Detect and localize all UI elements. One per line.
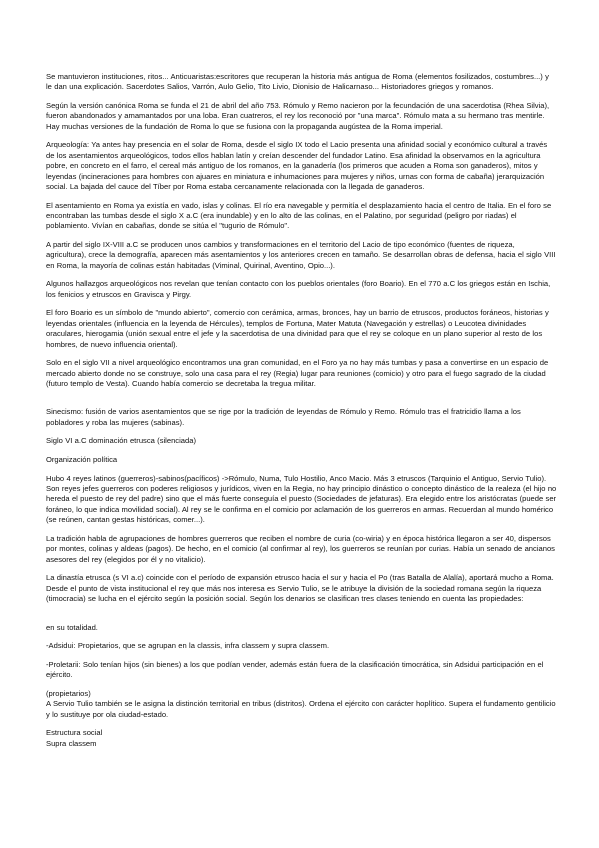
paragraph-en-su-totalidad: en su totalidad. <box>46 622 98 632</box>
heading-dominacion-etrusca: Siglo VI a.C dominación etrusca (silenciada) <box>46 436 196 446</box>
paragraph-propietarios: (propietarios) <box>46 688 91 698</box>
document-body <box>46 72 557 749</box>
paragraph-arqueologia: Arqueología: Ya antes hay presencia en el solar de Roma, desde el siglo IX todo el Lacio presenta una afinidad social y económico cultural a través de los asentamientos arqueológicos, todos ellos hablan latín y creían descender del fundador Latino. Esa afinidad la observamos en la agricultura pobre, en concreto en el farro, el cereal más antiguo de los romanos, en la ganadería (los primeros que acuden a Roma son ganaderos), mitos y leyendas (incineraciones para hombres con ajuares en miniatura e inhumaciones para mujeres y niños, urnas con forma de cabaña) jerarquización social. La bajada del cauce del Tíber por Roma estaba cercanamente relacionada con la llegada de ganaderos. <box>46 140 548 192</box>
paragraph-dinastia-etrusca: La dinastía etrusca (s VI a.c) coincide con el período de expansión etrusco hacia el sur y hacia el Po (tras Batalla de Alalía), aportará mucho a Roma. Desde el punto de vista institucional el rey que más nos interesa es Servio Tulio, se le atribuye la división de la sociedad romana según la riqueza (timocracia) se lucha en el ejército según la posición social. Según los denarios se clasifican tres clases teniendo en cuenta las propiedades: <box>46 573 554 604</box>
paragraph-anticuaristas: Se mantuvieron instituciones, ritos... Anticuaristas:escritores que recuperan la historia más antigua de Roma (elementos fosilizados, costumbres...) y le dan una explicación. Sacerdotes Salios, Varrón, Aulo Gelio, Tito Livio, Dionisio de Halicarnaso... Historiadores griegos y romanos. <box>46 72 549 92</box>
paragraph-cambios: A partir del siglo IX-VIII a.C se producen unos cambios y transformaciones en el territorio del Lacio de tipo económico (fuentes de riqueza, agricultura), crece la demografía, aparecen más asentamientos y los anteriores crecen en tamaño. Se desarrollan obras de defensa, hacia el siglo VIII en Roma, la mayoría de colinas están habitadas (Viminal, Quirinal, Aventino, Opio...). <box>46 240 556 270</box>
paragraph-siglo-vii: Solo en el siglo VII a nivel arqueológico encontramos una gran comunidad, en el Foro ya no hay más tumbas y pasa a convertirse en un espacio de mercado abierto donde no se construye, solo una casa para el rey (Regia) lugar para reuniones (comicio) y otro para el fuego sagrado de la ciudad (futuro templo de Vesta). Cuando había comercio se decretaba la tregua militar. <box>46 358 549 389</box>
paragraph-reyes: Hubo 4 reyes latinos (guerreros)-sabinos(pacíficos) ->Rómulo, Numa, Tulo Hostilio, Anco Macio. Más 3 etruscos (Tarquinio el Antiguo, Servio Tulio). Son reyes jefes guerreros con poderes religiosos y jurídicos, viven en la Regia, no hay principio dinástico o concepto dinástico de la realeza (el hijo no hereda el puesto de rey del padre) sino que el más fuerte conseguía el puesto (Sociedades de jefaturas). Era elegido entre los aristócratas (puede ser foráneo, lo que indica movilidad social). Al rey se le confirma en el comicio por aclamación de los guerreros en armas. Recuerdan al mundo homérico (se reúnen, cantan gestas históricas, comer...). <box>46 473 557 525</box>
paragraph-adsidui: -Adsidui: Propietarios, que se agrupan en la classis, infra classem y supra classem. <box>46 641 330 651</box>
paragraph-fundacion: Según la versión canónica Roma se funda el 21 de abril del año 753. Rómulo y Remo nacieron por la fecundación de una sacerdotisa (Rhea Silvia), fueron abandonados y amamantados por una loba. Eran cuatreros, el rey los reconoció por "una marca". Rómulo mata a su hermano tras mentirle. Hay muchas versiones de la fundación de Roma lo que se fusiona con la propaganda augústea de la Roma imperial. <box>46 101 550 131</box>
paragraph-proletarii: -Proletarii: Solo tenían hijos (sin bienes) a los que podían vender, además están fuera de la clasificación timocrática, sin Adsidui participación en el ejército. <box>46 659 544 680</box>
paragraph-sinecismo: Sinecismo: fusión de varios asentamientos que se rige por la tradición de leyendas de Rómulo y Remo. Rómulo tras el fratricidio llama a los pobladores y roba las mujeres (sabinas). <box>46 407 521 427</box>
paragraph-asentamiento: El asentamiento en Roma ya existía en vado, islas y colinas. El río era navegable y permitía el desplazamiento hacia el centro de Italia. En el foro se encontraban las tumbas desde el siglo X a.C (era inundable) y en lo alto de las colinas, en el Palatino, por seguridad (peligro por riadas) el poblamiento. Vivían en cabañas, donde se sitúa el "tugurio de Rómulo". <box>46 200 552 231</box>
paragraph-hallazgos: Algunos hallazgos arqueológicos nos revelan que tenían contacto con los pueblos orientales (foro Boario). En el 770 a.C los griegos están en Ischia, los fenicios y etruscos en Gravisca y Pirgy. <box>46 279 551 299</box>
heading-supra-classem: Supra classem <box>46 738 97 748</box>
heading-estructura-social: Estructura social <box>46 728 103 738</box>
paragraph-foro-boario: El foro Boario es un símbolo de "mundo abierto", comercio con cerámica, armas, bronces, hay un barrio de etruscos, productos foráneos, historias y leyendas orientales (influencia en la leyenda de Hércules), templos de Fortuna, Mater Matuta (Navegación y estrellas) o Leucotea divinidades oraculares, hierogamia (unión sexual entre el jefe y la sacerdotisa de una divinidad para que el rey se coloque en un plano superior al resto de los hombres, de nuevo influencia oriental). <box>46 308 549 349</box>
paragraph-servio-tulio: A Servio Tulio también se le asigna la distinción territorial en tribus (distritos). Ordena el ejército con carácter hoplítico. Supera el fundamento gentilicio y lo sustituye por ola ciudad-estado. <box>46 699 556 719</box>
paragraph-curias: La tradición habla de agrupaciones de hombres guerreros que reciben el nombre de curia (co-wiria) y en época histórica llegaron a ser 40, dispersos por montes, colinas y aldeas (pagos). De hecho, en el comicio (al confirmar al rey), los guerreros se reunían por curias. Había un senado de ancianos asesores del rey (elegidos por él y no vitalicio). <box>46 533 555 564</box>
heading-organizacion-politica: Organización política <box>46 455 118 465</box>
